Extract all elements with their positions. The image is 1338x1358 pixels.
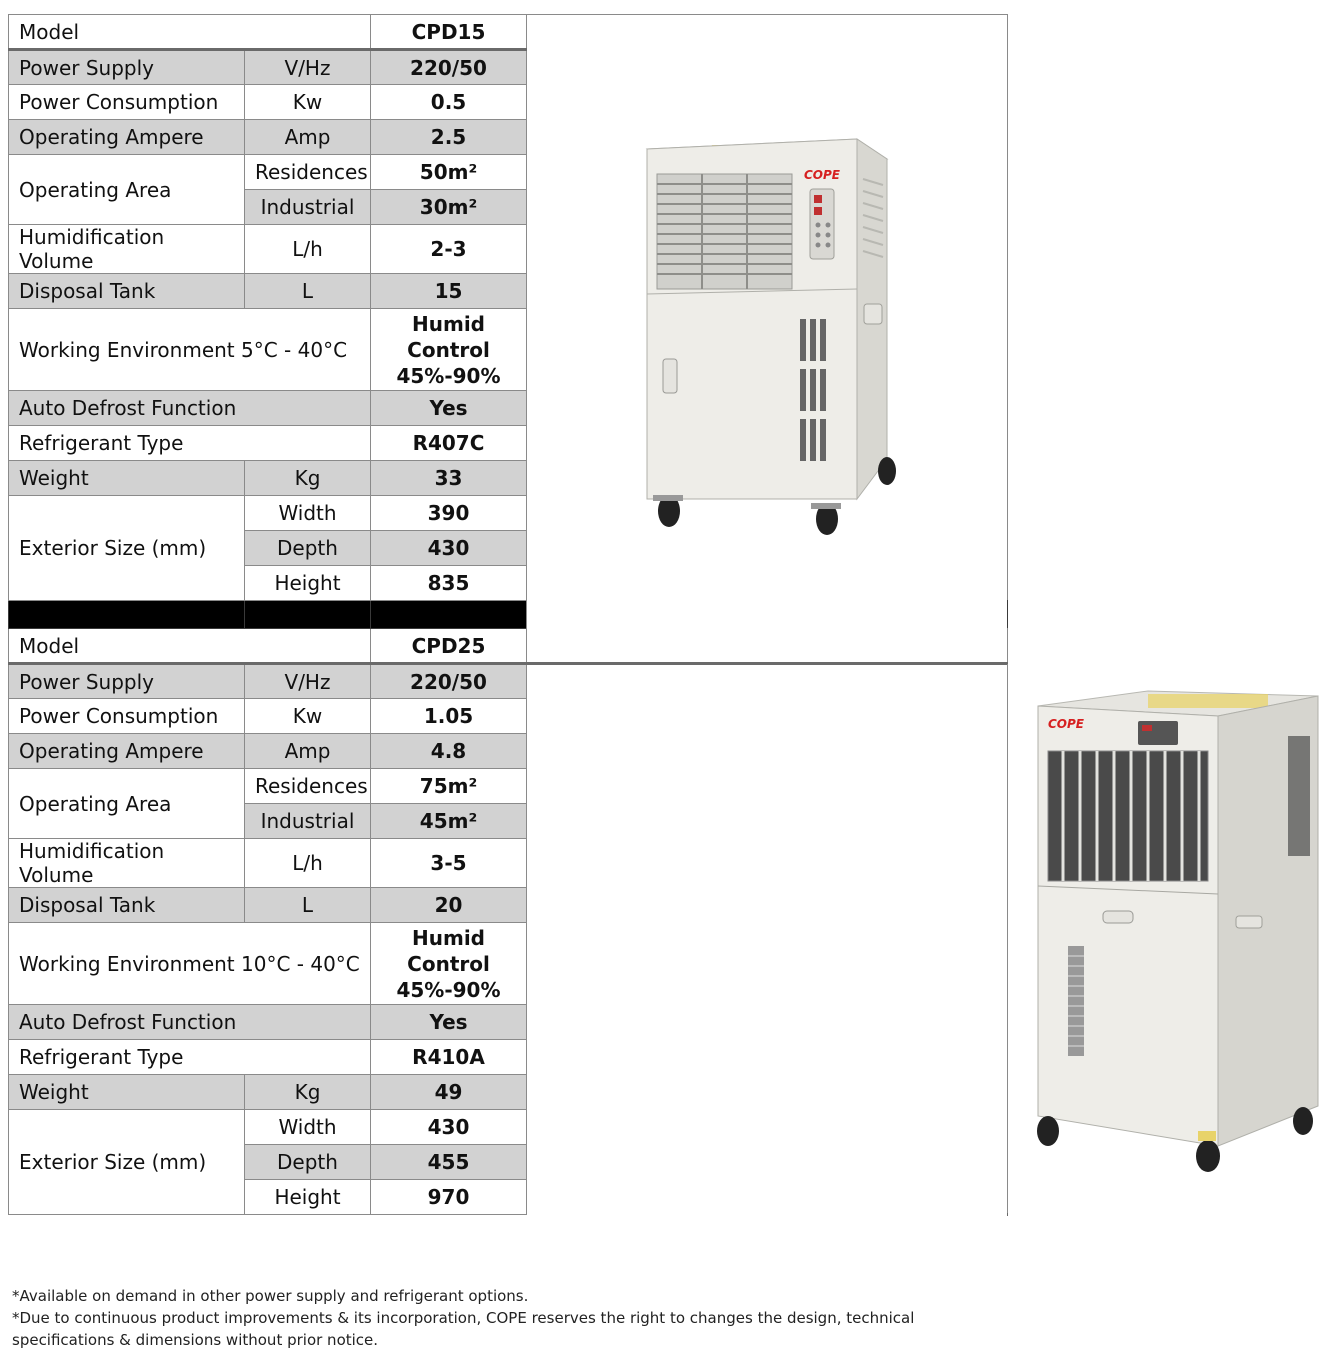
exterior-size-label: Exterior Size (mm) <box>9 1110 245 1215</box>
row-disposal-tank <box>9 888 1008 923</box>
height-value: 970 <box>371 1180 527 1215</box>
power-supply-label: Power Supply <box>9 50 245 85</box>
model-name: CPD25 <box>371 629 527 664</box>
refrigerant-value: R407C <box>371 426 527 461</box>
operating-ampere-unit: Amp <box>245 120 371 155</box>
refrigerant-label: Refrigerant Type <box>9 1040 371 1075</box>
weight-value: 33 <box>371 461 527 496</box>
operating-ampere-value: 4.8 <box>371 734 527 769</box>
power-supply-label: Power Supply <box>9 664 245 699</box>
product-photo-cpd15 <box>527 15 1008 664</box>
range-line: 45%-90% <box>396 977 501 1002</box>
width-label: Width <box>245 496 371 531</box>
power-consumption-unit: Kw <box>245 699 371 734</box>
depth-label: Depth <box>245 1145 371 1180</box>
disposal-tank-value: 20 <box>371 888 527 923</box>
row-humidification <box>9 839 1008 888</box>
cope-logo: COPE <box>804 167 840 182</box>
auto-defrost-value: Yes <box>371 391 527 426</box>
exterior-size-label: Exterior Size (mm) <box>9 496 245 601</box>
row-operating-area-residences <box>9 769 1008 804</box>
weight-value: 49 <box>371 1075 527 1110</box>
residences-value: 50m² <box>371 155 527 190</box>
row-auto-defrost <box>9 1005 1008 1040</box>
working-environment-value <box>371 309 527 391</box>
operating-ampere-label: Operating Ampere <box>9 734 245 769</box>
humid-line: Humid <box>412 311 485 336</box>
industrial-label: Industrial <box>245 190 371 225</box>
model-row <box>9 15 1008 50</box>
control-line: Control <box>407 951 490 976</box>
disposal-tank-label: Disposal Tank <box>9 888 245 923</box>
disposal-tank-unit: L <box>245 888 371 923</box>
operating-area-label: Operating Area <box>9 769 245 839</box>
row-weight <box>9 1075 1008 1110</box>
residences-label: Residences <box>245 155 371 190</box>
model-name: CPD15 <box>371 15 527 50</box>
footnotes <box>12 1285 1002 1351</box>
working-environment-label: Working Environment 5°C - 40°C <box>9 309 371 391</box>
footnote-availability: *Available on demand in other power supply and refrigerant options. <box>12 1287 529 1305</box>
refrigerant-value: R410A <box>371 1040 527 1075</box>
power-consumption-value: 1.05 <box>371 699 527 734</box>
height-value: 835 <box>371 566 527 601</box>
residences-value: 75m² <box>371 769 527 804</box>
row-power-supply <box>9 664 1008 699</box>
operating-ampere-value: 2.5 <box>371 120 527 155</box>
humidification-unit: L/h <box>245 225 371 274</box>
power-consumption-unit: Kw <box>245 85 371 120</box>
humidification-label: Humidification Volume <box>9 839 245 888</box>
depth-value: 430 <box>371 531 527 566</box>
row-refrigerant <box>9 1040 1008 1075</box>
model-label: Model <box>9 15 371 50</box>
row-exterior-width <box>9 1110 1008 1145</box>
refrigerant-label: Refrigerant Type <box>9 426 371 461</box>
weight-unit: Kg <box>245 461 371 496</box>
residences-label: Residences <box>245 769 371 804</box>
footnote-disclaimer: *Due to continuous product improvements & its incorporation, COPE reserves the right to changes the design, technical specifications & dimensions without prior notice. <box>12 1309 915 1349</box>
humidification-unit: L/h <box>245 839 371 888</box>
dehumidifier-cpd25-image <box>1018 676 1338 1166</box>
disposal-tank-label: Disposal Tank <box>9 274 245 309</box>
depth-value: 455 <box>371 1145 527 1180</box>
width-value: 390 <box>371 496 527 531</box>
operating-ampere-label: Operating Ampere <box>9 120 245 155</box>
humid-line: Humid <box>412 925 485 950</box>
power-supply-unit: V/Hz <box>245 664 371 699</box>
humidification-value: 2-3 <box>371 225 527 274</box>
power-consumption-value: 0.5 <box>371 85 527 120</box>
spec-table <box>8 14 1084 1216</box>
industrial-value: 45m² <box>371 804 527 839</box>
power-consumption-label: Power Consumption <box>9 85 245 120</box>
working-environment-label: Working Environment 10°C - 40°C <box>9 923 371 1005</box>
weight-label: Weight <box>9 1075 245 1110</box>
power-consumption-label: Power Consumption <box>9 699 245 734</box>
working-environment-value <box>371 923 527 1005</box>
width-label: Width <box>245 1110 371 1145</box>
height-label: Height <box>245 566 371 601</box>
operating-ampere-unit: Amp <box>245 734 371 769</box>
height-label: Height <box>245 1180 371 1215</box>
disposal-tank-value: 15 <box>371 274 527 309</box>
power-supply-value: 220/50 <box>371 50 527 85</box>
humidification-value: 3-5 <box>371 839 527 888</box>
disposal-tank-unit: L <box>245 274 371 309</box>
row-operating-ampere <box>9 734 1008 769</box>
model-label: Model <box>9 629 371 664</box>
power-supply-unit: V/Hz <box>245 50 371 85</box>
industrial-value: 30m² <box>371 190 527 225</box>
width-value: 430 <box>371 1110 527 1145</box>
control-line: Control <box>407 337 490 362</box>
humidification-label: Humidification Volume <box>9 225 245 274</box>
row-working-environment <box>9 923 1008 1005</box>
industrial-label: Industrial <box>245 804 371 839</box>
row-power-consumption <box>9 699 1008 734</box>
dehumidifier-cpd15-image <box>617 119 917 559</box>
power-supply-value: 220/50 <box>371 664 527 699</box>
operating-area-label: Operating Area <box>9 155 245 225</box>
weight-unit: Kg <box>245 1075 371 1110</box>
range-line: 45%-90% <box>396 363 501 388</box>
auto-defrost-value: Yes <box>371 1005 527 1040</box>
cope-logo: COPE <box>1048 717 1084 731</box>
auto-defrost-label: Auto Defrost Function <box>9 391 371 426</box>
auto-defrost-label: Auto Defrost Function <box>9 1005 371 1040</box>
weight-label: Weight <box>9 461 245 496</box>
spec-sheet <box>8 14 1084 1216</box>
depth-label: Depth <box>245 531 371 566</box>
